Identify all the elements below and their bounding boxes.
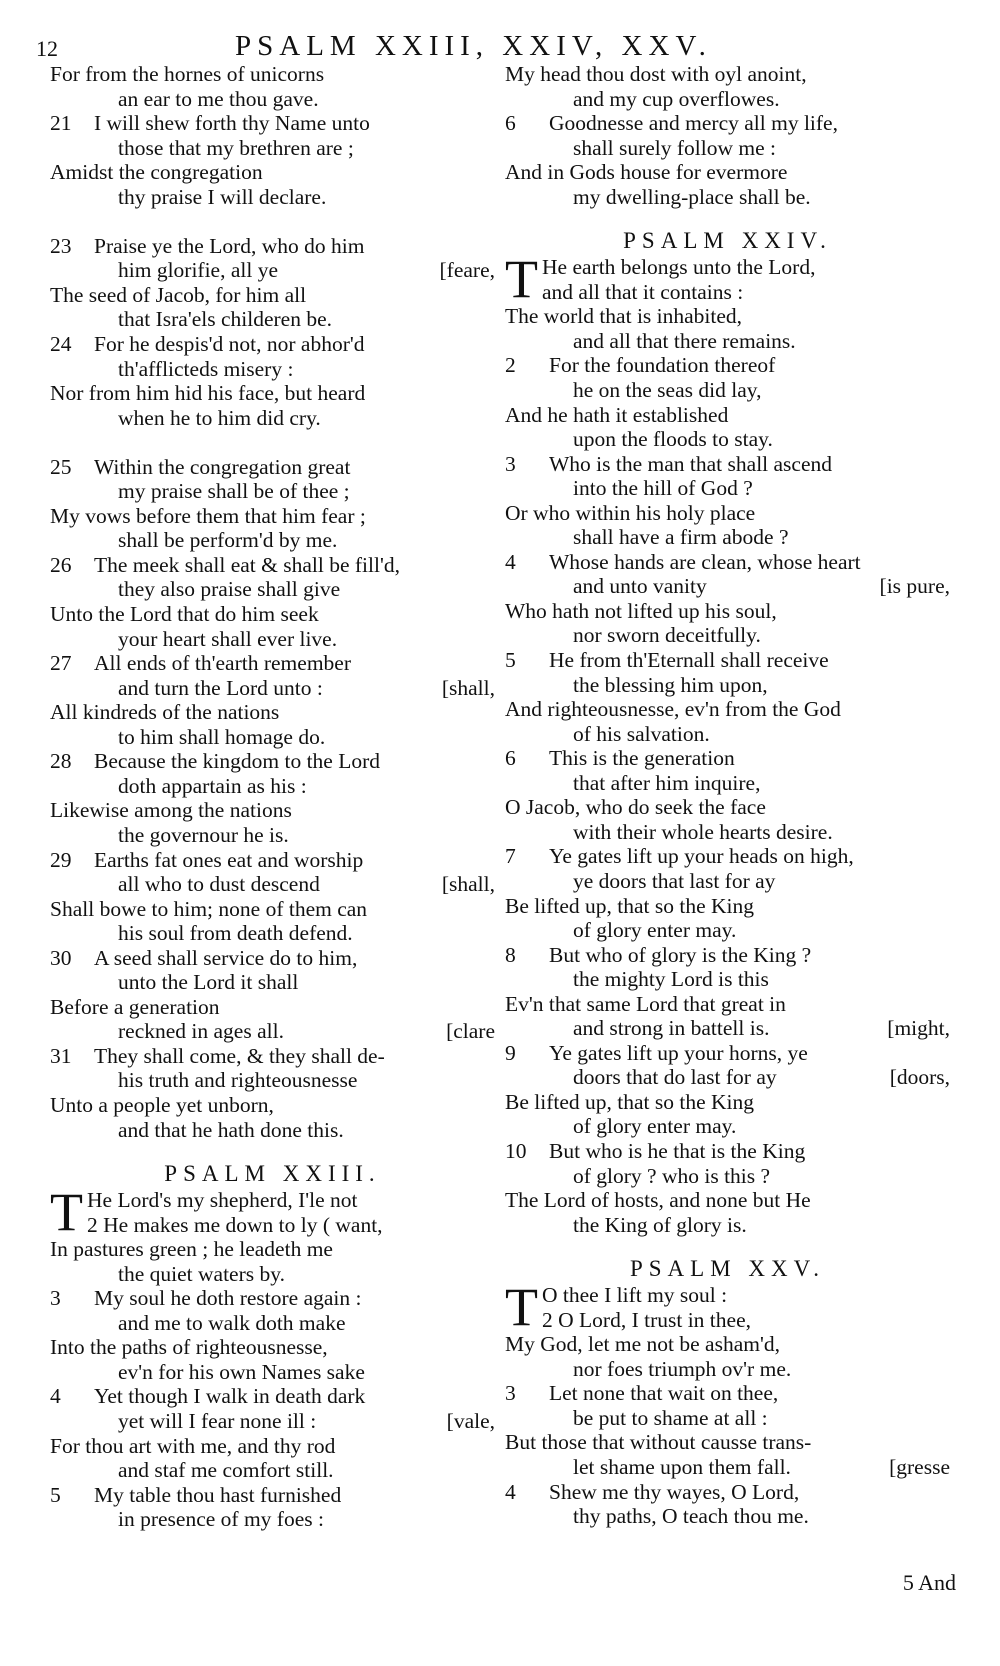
verse-line <box>505 304 950 329</box>
page-number: 12 <box>36 36 58 61</box>
verse-text: Shew me thy wayes, O Lord, <box>549 1479 800 1504</box>
verse-line <box>505 501 950 526</box>
verse-line <box>50 307 495 332</box>
verse-text: all who to dust descend <box>118 872 320 897</box>
verse-line <box>505 353 950 378</box>
verse-text: The world that is inhabited, <box>505 304 743 329</box>
verse-line <box>50 1213 495 1238</box>
verse-text: the quiet waters by. <box>118 1261 285 1286</box>
verse-text: the blessing him upon, <box>573 672 768 697</box>
verse-text: 2 He makes me down to ly ( want, <box>87 1212 383 1237</box>
verse-number: 3 <box>505 1381 516 1406</box>
verse-text: be put to shame at all : <box>573 1405 768 1430</box>
verse-text: when he to him did cry. <box>118 405 321 430</box>
verse-line <box>505 1188 950 1213</box>
verse-text: with their whole hearts desire. <box>573 819 833 844</box>
verse-line <box>505 525 950 550</box>
verse-text: and staf me comfort still. <box>118 1458 334 1483</box>
verse-text: Amidst the congregation <box>50 160 263 185</box>
verse-number: 24 <box>50 332 72 357</box>
verse-text: A seed shall service do to him, <box>94 945 358 970</box>
verse-number: 25 <box>50 454 72 479</box>
verse-text: 2 O Lord, I trust in thee, <box>542 1307 751 1332</box>
verse-line <box>505 1114 950 1139</box>
verse-line <box>505 1308 950 1333</box>
verse-text: O thee I lift my soul : <box>542 1283 728 1308</box>
verse-text: yet will I fear none ill : <box>118 1408 317 1433</box>
verse-text: The Lord of hosts, and none but He <box>505 1188 811 1213</box>
verse-text: The meek shall eat & shall be fill'd, <box>94 552 400 577</box>
verse-text: And righteousnesse, ev'n from the God <box>505 697 841 722</box>
verse-line <box>50 1335 495 1360</box>
verse-number: 26 <box>50 552 72 577</box>
verse-line <box>505 378 950 403</box>
page-header <box>30 30 970 66</box>
verse-line <box>50 553 495 578</box>
verse-number: 4 <box>505 549 516 574</box>
turnover-word: [is pure, <box>879 574 950 599</box>
verse-line <box>505 1139 950 1164</box>
verse-line <box>50 528 495 553</box>
verse-text: ye doors that last for ay <box>573 868 776 893</box>
verse-line <box>50 381 495 406</box>
verse-text: Be lifted up, that so the King <box>505 893 755 918</box>
verse-line <box>505 943 950 968</box>
verse-text: Let none that wait on thee, <box>549 1381 779 1406</box>
verse-number: 8 <box>505 942 516 967</box>
verse-line <box>50 725 495 750</box>
verse-number: 30 <box>50 945 72 970</box>
spacer <box>505 1237 950 1249</box>
verse-line <box>50 1360 495 1385</box>
verse-line <box>50 455 495 480</box>
verse-text: reckned in ages all. <box>118 1019 284 1044</box>
psalm-22-continuation <box>50 62 495 1142</box>
psalm-23-continuation <box>505 62 950 209</box>
verse-number: 29 <box>50 847 72 872</box>
drop-capital: T <box>505 1277 538 1338</box>
verse-text: upon the floods to stay. <box>573 427 773 452</box>
verse-line <box>505 329 950 354</box>
verse-line <box>505 1164 950 1189</box>
verse-line <box>50 798 495 823</box>
verse-number: 4 <box>505 1479 516 1504</box>
verse-text: and all that it contains : <box>542 279 744 304</box>
verse-line <box>50 1507 495 1532</box>
verse-line <box>505 722 950 747</box>
turnover-word: [shall, <box>441 872 495 897</box>
turnover-word: [gresse <box>889 1454 950 1479</box>
verse-text: shall be perform'd by me. <box>118 528 338 553</box>
verse-text: In pastures green ; he leadeth me <box>50 1237 333 1262</box>
verse-number: 4 <box>50 1384 61 1409</box>
verse-line <box>505 1504 950 1529</box>
verse-line <box>50 185 495 210</box>
verse-line <box>505 550 950 575</box>
verse-number: 27 <box>50 651 72 676</box>
psalm-23-text <box>50 1182 495 1532</box>
verse-line <box>505 1455 950 1480</box>
verse-line <box>50 1311 495 1336</box>
verse-number: 21 <box>50 111 72 136</box>
verse-text: Who is the man that shall ascend <box>549 451 833 476</box>
verse-text: his truth and righteousnesse <box>118 1068 358 1093</box>
stanza-gap <box>50 430 495 455</box>
verse-text: the mighty Lord is this <box>573 967 769 992</box>
verse-text: his soul from death defend. <box>118 921 353 946</box>
verse-line <box>505 869 950 894</box>
turnover-word: [might, <box>887 1016 950 1041</box>
verse-text: Earths fat ones eat and worship <box>94 847 364 872</box>
verse-line <box>50 1068 495 1093</box>
psalm-23-title: PSALM XXIII. <box>164 1161 381 1187</box>
verse-line <box>505 111 950 136</box>
psalm-25-text <box>505 1277 950 1529</box>
verse-line <box>50 504 495 529</box>
verse-line <box>505 255 950 280</box>
verse-text: shall have a firm abode ? <box>573 525 789 550</box>
verse-line <box>505 185 950 210</box>
running-title: PSALM XXIII, XXIV, XXV. <box>235 30 712 62</box>
verse-text: Shall bowe to him; none of them can <box>50 896 368 921</box>
verse-text: O Jacob, who do seek the face <box>505 795 766 820</box>
verse-line <box>505 820 950 845</box>
verse-line <box>505 476 950 501</box>
verse-line <box>505 452 950 477</box>
verse-line <box>505 1357 950 1382</box>
verse-text: Whose hands are clean, whose heart <box>549 549 861 574</box>
verse-line <box>505 697 950 722</box>
verse-text: and me to walk doth make <box>118 1310 346 1335</box>
verse-line <box>505 1430 950 1455</box>
verse-line <box>50 160 495 185</box>
verse-line <box>50 995 495 1020</box>
verse-text: Ye gates lift up your horns, ye <box>549 1040 808 1065</box>
psalm-25-title: PSALM XXV. <box>629 1256 826 1282</box>
verse-line <box>50 136 495 161</box>
verse-line <box>505 599 950 624</box>
verse-line <box>505 1090 950 1115</box>
verse-text: But who is he that is the King <box>549 1138 806 1163</box>
verse-line <box>505 160 950 185</box>
verse-text: They shall come, & they shall de- <box>94 1043 385 1068</box>
psalm-24-text <box>505 249 950 1237</box>
verse-number: 28 <box>50 749 72 774</box>
verse-line <box>505 673 950 698</box>
verse-line <box>505 136 950 161</box>
verse-line <box>505 427 950 452</box>
verse-line <box>50 848 495 873</box>
verse-text: those that my brethren are ; <box>118 135 354 160</box>
verse-text: ev'n for his own Names sake <box>118 1359 365 1384</box>
turnover-word: [doors, <box>889 1065 950 1090</box>
verse-line <box>505 1381 950 1406</box>
verse-line <box>50 87 495 112</box>
verse-line <box>505 87 950 112</box>
verse-text: my praise shall be of thee ; <box>118 479 350 504</box>
catchword: 5 And <box>902 1570 956 1595</box>
verse-line <box>50 749 495 774</box>
verse-number: 6 <box>505 746 516 771</box>
verse-text: Unto a people yet unborn, <box>50 1092 274 1117</box>
verse-text: an ear to me thou gave. <box>118 86 319 111</box>
verse-line <box>50 406 495 431</box>
verse-text: Because the kingdom to the Lord <box>94 749 380 774</box>
verse-text: and that he hath done this. <box>118 1117 344 1142</box>
verse-text: He from th'Eternall shall receive <box>549 648 829 673</box>
verse-text: Before a generation <box>50 994 220 1019</box>
verse-text: But those that without causse trans- <box>505 1430 812 1455</box>
verse-text: him glorifie, all ye <box>118 258 279 283</box>
verse-line <box>505 648 950 673</box>
verse-number: 10 <box>505 1138 527 1163</box>
verse-text: He Lord's my shepherd, I'le not <box>87 1188 358 1213</box>
verse-text: And in Gods house for evermore <box>505 160 788 185</box>
verse-line <box>50 1409 495 1434</box>
verse-text: the King of glory is. <box>573 1212 747 1237</box>
verse-line <box>50 651 495 676</box>
verse-text: your heart shall ever live. <box>118 626 338 651</box>
verse-text: of his salvation. <box>573 721 710 746</box>
verse-text: This is the generation <box>549 746 735 771</box>
verse-line <box>50 1458 495 1483</box>
verse-line <box>50 1118 495 1143</box>
verse-line <box>50 872 495 897</box>
verse-text: shall surely follow me : <box>573 135 777 160</box>
verse-line <box>505 280 950 305</box>
turnover-word: [vale, <box>446 1408 495 1433</box>
stanza-gap <box>50 209 495 234</box>
verse-line <box>50 1093 495 1118</box>
verse-text: My soul he doth restore again : <box>94 1286 362 1311</box>
verse-text: that Isra'els childeren be. <box>118 307 333 332</box>
verse-line <box>50 479 495 504</box>
verse-number: 3 <box>50 1286 61 1311</box>
verse-line <box>50 921 495 946</box>
verse-text: thy paths, O teach thou me. <box>573 1504 809 1529</box>
turnover-word: [clare <box>446 1019 495 1044</box>
verse-text: nor sworn deceitfully. <box>573 623 761 648</box>
verse-line <box>50 1237 495 1262</box>
verse-line <box>50 823 495 848</box>
verse-line <box>50 627 495 652</box>
verse-text: of glory enter may. <box>573 918 737 943</box>
verse-text: My vows before them that him fear ; <box>50 503 366 528</box>
verse-number: 23 <box>50 233 72 258</box>
verse-text: For the foundation thereof <box>549 353 776 378</box>
verse-text: Into the paths of righteousnesse, <box>50 1335 328 1360</box>
verse-line <box>50 283 495 308</box>
verse-line <box>50 577 495 602</box>
verse-line <box>50 111 495 136</box>
verse-line <box>50 1044 495 1069</box>
verse-line <box>50 62 495 87</box>
psalm-24-title: PSALM XXIV. <box>623 228 832 254</box>
verse-text: unto the Lord it shall <box>118 970 299 995</box>
verse-line <box>505 894 950 919</box>
verse-text: My head thou dost with oyl anoint, <box>505 62 807 86</box>
verse-text: they also praise shall give <box>118 577 341 602</box>
verse-line <box>50 602 495 627</box>
right-column <box>505 62 950 1529</box>
spacer <box>505 209 950 221</box>
verse-text: Goodnesse and mercy all my life, <box>549 111 838 136</box>
verse-number: 31 <box>50 1043 72 1068</box>
verse-line <box>50 676 495 701</box>
verse-line <box>50 700 495 725</box>
left-column <box>50 62 495 1532</box>
verse-text: Nor from him hid his face, but heard <box>50 381 366 406</box>
verse-text: All ends of th'earth remember <box>94 651 352 676</box>
verse-line <box>50 357 495 382</box>
verse-line <box>50 1434 495 1459</box>
verse-line <box>50 1262 495 1287</box>
verse-number: 5 <box>505 648 516 673</box>
verse-text: But who of glory is the King ? <box>549 942 812 967</box>
verse-text: into the hill of God ? <box>573 476 753 501</box>
verse-line <box>50 332 495 357</box>
verse-line <box>505 623 950 648</box>
verse-line <box>50 1483 495 1508</box>
verse-text: For he despis'd not, nor abhor'd <box>94 332 365 357</box>
verse-line <box>505 1283 950 1308</box>
verse-text: My God, let me not be asham'd, <box>505 1332 780 1357</box>
verse-text: nor foes triumph ov'r me. <box>573 1356 792 1381</box>
verse-line <box>505 992 950 1017</box>
verse-text: Yet though I walk in death dark <box>94 1384 366 1409</box>
verse-line <box>505 62 950 87</box>
verse-line <box>50 1384 495 1409</box>
verse-line <box>505 1480 950 1505</box>
verse-text: that after him inquire, <box>573 770 761 795</box>
verse-line <box>505 771 950 796</box>
verse-line <box>50 1188 495 1213</box>
verse-text: and my cup overflowes. <box>573 86 780 111</box>
verse-text: he on the seas did lay, <box>573 378 762 403</box>
verse-text: He earth belongs unto the Lord, <box>542 255 816 280</box>
verse-text: Within the congregation great <box>94 454 351 479</box>
verse-text: Unto the Lord that do him seek <box>50 602 319 627</box>
verse-text: Ev'n that same Lord that great in <box>505 991 786 1016</box>
verse-text: Or who within his holy place <box>505 500 756 525</box>
verse-line <box>505 574 950 599</box>
turnover-word: [shall, <box>441 675 495 700</box>
verse-line <box>505 918 950 943</box>
verse-text: th'afflicteds misery : <box>118 356 294 381</box>
verse-text: let shame upon them fall. <box>573 1454 791 1479</box>
verse-text: to him shall homage do. <box>118 724 326 749</box>
verse-line <box>50 774 495 799</box>
verse-text: For thou art with me, and thy rod <box>50 1433 336 1458</box>
verse-line <box>505 1041 950 1066</box>
drop-capital: T <box>505 249 538 310</box>
verse-text: Be lifted up, that so the King <box>505 1089 755 1114</box>
verse-text: Ye gates lift up your heads on high, <box>549 844 854 869</box>
verse-line <box>505 844 950 869</box>
verse-line <box>505 746 950 771</box>
verse-text: doors that do last for ay <box>573 1065 777 1090</box>
spacer <box>50 1142 495 1154</box>
verse-line <box>505 967 950 992</box>
verse-line <box>50 258 495 283</box>
turnover-word: [feare, <box>439 258 495 283</box>
verse-line <box>505 1016 950 1041</box>
verse-text: of glory enter may. <box>573 1114 737 1139</box>
verse-number: 7 <box>505 844 516 869</box>
verse-line <box>50 970 495 995</box>
verse-text: and turn the Lord unto : <box>118 675 323 700</box>
verse-line <box>505 403 950 428</box>
verse-text: Who hath not lifted up his soul, <box>505 598 777 623</box>
verse-text: and unto vanity <box>573 574 707 599</box>
verse-line <box>50 1019 495 1044</box>
verse-line <box>50 946 495 971</box>
verse-text: in presence of my foes : <box>118 1507 324 1532</box>
verse-number: 6 <box>505 111 516 136</box>
verse-text: Likewise among the nations <box>50 798 292 823</box>
verse-text: And he hath it established <box>505 402 729 427</box>
verse-text: my dwelling-place shall be. <box>573 184 811 209</box>
drop-capital: T <box>50 1182 83 1243</box>
verse-number: 9 <box>505 1040 516 1065</box>
verse-text: the governour he is. <box>118 822 289 847</box>
verse-line <box>50 897 495 922</box>
verse-text: For from the hornes of unicorns <box>50 62 325 86</box>
verse-text: All kindreds of the nations <box>50 700 280 725</box>
verse-text: My table thou hast furnished <box>94 1482 342 1507</box>
verse-text: doth appartain as his : <box>118 773 307 798</box>
verse-text: and all that there remains. <box>573 328 796 353</box>
verse-line <box>505 795 950 820</box>
verse-text: I will shew forth thy Name unto <box>94 111 370 136</box>
verse-number: 2 <box>505 353 516 378</box>
verse-line <box>50 1286 495 1311</box>
verse-text: and strong in battell is. <box>573 1016 770 1041</box>
verse-text: The seed of Jacob, for him all <box>50 282 307 307</box>
verse-number: 3 <box>505 451 516 476</box>
verse-text: of glory ? who is this ? <box>573 1163 771 1188</box>
verse-text: Praise ye the Lord, who do him <box>94 233 365 258</box>
verse-line <box>505 1406 950 1431</box>
verse-line <box>505 1213 950 1238</box>
verse-line <box>50 234 495 259</box>
verse-line <box>505 1065 950 1090</box>
verse-number: 5 <box>50 1482 61 1507</box>
verse-line <box>505 1332 950 1357</box>
verse-text: thy praise I will declare. <box>118 184 327 209</box>
